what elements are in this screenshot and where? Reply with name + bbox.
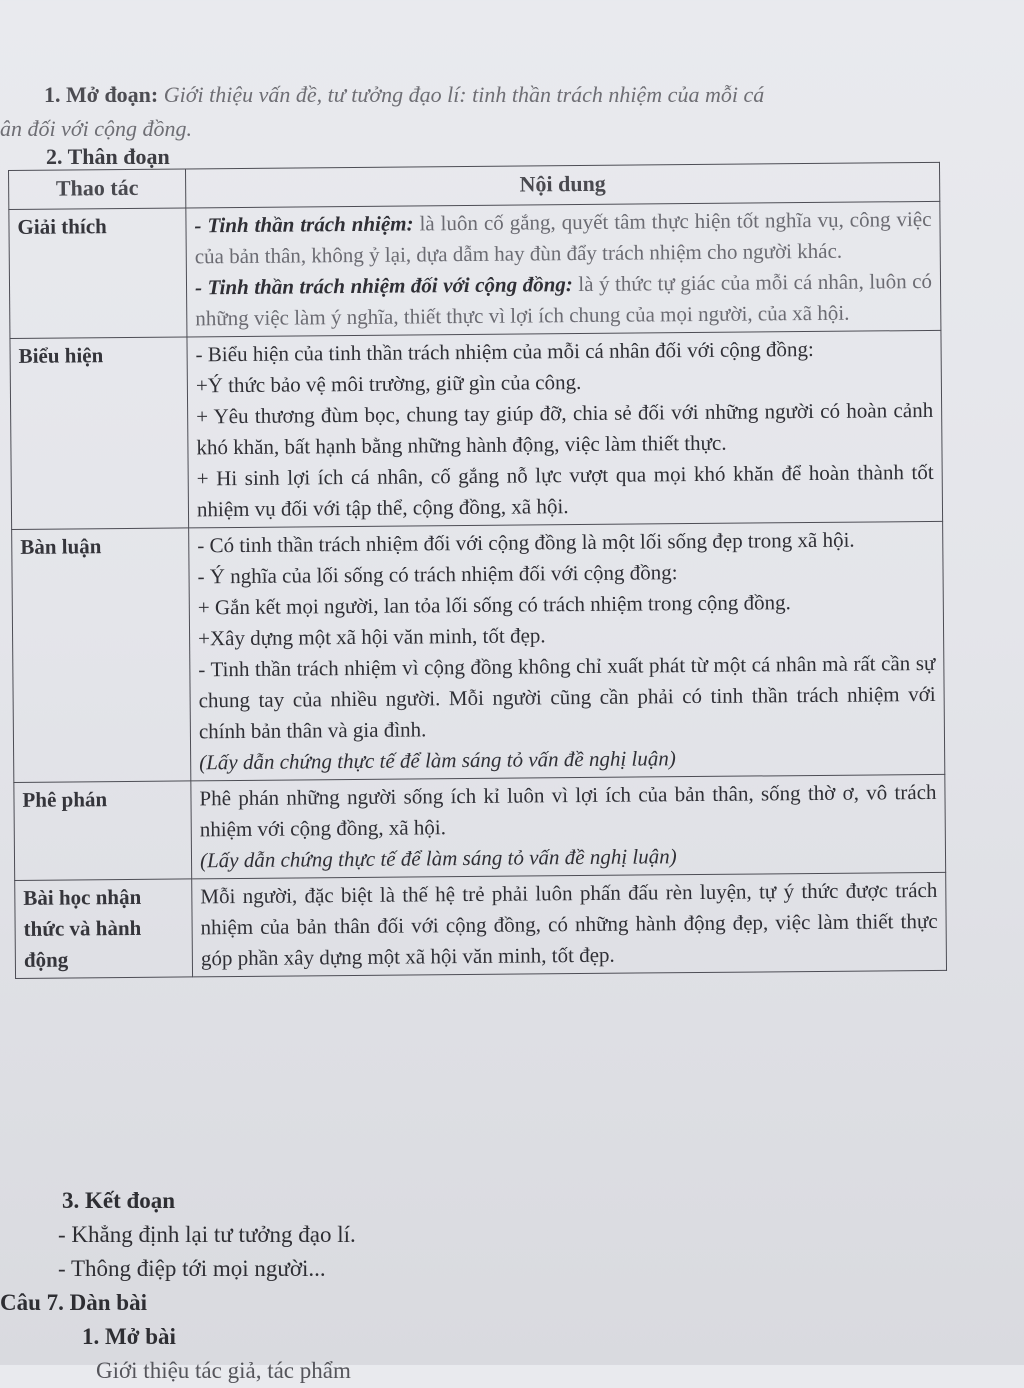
text-line: +Xây dựng một xã hội văn minh, tốt đẹp. <box>197 623 546 651</box>
cutoff-line: Giới thiệu tác giả, tác phẩm <box>96 1358 351 1383</box>
outline-table <box>8 162 947 979</box>
intro-paragraph <box>0 78 1000 146</box>
def-label-1: - Tinh thần trách nhiệm: <box>194 211 414 238</box>
intro-text: Giới thiệu vấn đề, tư tưởng đạo lí: tinh thần trách nhiệm của mỗi cá <box>163 82 765 107</box>
row-giai-thich <box>9 201 941 338</box>
row-bieu-hien <box>10 330 943 529</box>
content-ban-luan <box>189 521 945 781</box>
op-phe-phan: Phê phán <box>14 781 192 881</box>
def-label-2: - Tinh thần trách nhiệm đối với cộng đồng: <box>194 272 573 300</box>
row-bai-hoc <box>15 872 947 978</box>
content-bai-hoc <box>192 872 947 977</box>
text-line: + Yêu thương đùm bọc, chung tay giúp đỡ, chia sẻ đối với những người có hoàn cảnh khó khăn, bất hạnh bằng những hành động, việc làm thiết thực. <box>196 397 934 460</box>
closing-section <box>0 1184 1024 1388</box>
closing-line-1: - Khẳng định lại tư tưởng đạo lí. <box>58 1222 356 1247</box>
op-bai-hoc: Bài học nhận thức và hành động <box>15 879 193 979</box>
closing-line-2: - Thông điệp tới mọi người... <box>58 1256 326 1281</box>
row-phe-phan <box>14 774 946 880</box>
question-7-heading: Câu 7. Dàn bài <box>0 1290 147 1315</box>
text-line: Mỗi người, đặc biệt là thế hệ trẻ phải luôn phấn đấu rèn luyện, tự ý thức được trách nhiệm của bản thân đối với cộng đồng, có những hành động đẹp, việc làm thiết thực góp phần xây dựng một xã hội văn minh, tốt đẹp. <box>200 877 938 971</box>
evidence-note: (Lấy dẫn chứng thực tế để làm sáng tỏ vấn đề nghị luận) <box>199 844 677 873</box>
section-3-heading: 3. Kết đoạn <box>62 1188 176 1213</box>
op-bieu-hien: Biểu hiện <box>10 337 189 530</box>
row-ban-luan <box>12 521 945 782</box>
content-giai-thich <box>186 201 941 337</box>
header-operation: Thao tác <box>9 169 186 210</box>
text-line: + Hi sinh lợi ích cá nhân, cố gắng nỗ lực vượt qua mọi khó khăn để hoàn thành tốt nhiệm vụ đối với tập thể, cộng đồng, xã hội. <box>196 459 934 522</box>
text-line: Phê phán những người sống ích kỉ luôn vì lợi ích của bản thân, sống thờ ơ, vô trách nhiệm với cộng đồng, xã hội. <box>199 779 937 842</box>
text-line: + Gắn kết mọi người, lan tỏa lối sống có trách nhiệm trong cộng đồng. <box>197 590 791 620</box>
content-phe-phan <box>191 774 946 879</box>
op-giai-thich: Giải thích <box>9 208 187 339</box>
mo-bai-heading: 1. Mở bài <box>82 1324 176 1349</box>
text-line: +Ý thức bảo vệ môi trường, giữ gìn của công. <box>195 370 582 398</box>
evidence-note: (Lấy dẫn chứng thực tế để làm sáng tỏ vấn đề nghị luận) <box>199 746 676 775</box>
content-bieu-hien <box>187 330 943 528</box>
def-text-2: là ý thức tự giác của mỗi cá nhân, luôn có những việc làm ý nghĩa, thiết thực vì lợi ích chung của mọi người, của xã hội. <box>195 268 933 331</box>
text-line: - Ý nghĩa của lối sống có trách nhiệm đối với cộng đồng: <box>197 560 678 589</box>
text-line: - Tinh thần trách nhiệm vì cộng đồng không chỉ xuất phát từ một cá nhân mà rất cần sự chung tay của nhiều người. Mỗi người cũng cần phải có tinh thần trách nhiệm với chính bản thân và gia đình. <box>198 650 936 744</box>
text-line: - Có tinh thần trách nhiệm đối với cộng đồng là một lối sống đẹp trong xã hội. <box>197 527 855 558</box>
text-line: - Biểu hiện của tinh thần trách nhiệm của mỗi cá nhân đối với cộng đồng: <box>195 336 814 367</box>
header-content: Nội dung <box>185 162 939 208</box>
section-2-heading: 2. Thân đoạn <box>46 144 170 169</box>
intro-label: 1. Mở đoạn: <box>44 82 159 107</box>
intro-continuation: ân đối với cộng đồng. <box>0 116 192 141</box>
def-text-1: là luôn cố gắng, quyết tâm thực hiện tốt nghĩa vụ, công việc của bản thân, không ỷ lại, dựa dẫm hay đùn đẩy trách nhiệm cho người khác. <box>194 206 932 269</box>
op-ban-luan: Bàn luận <box>12 528 191 783</box>
